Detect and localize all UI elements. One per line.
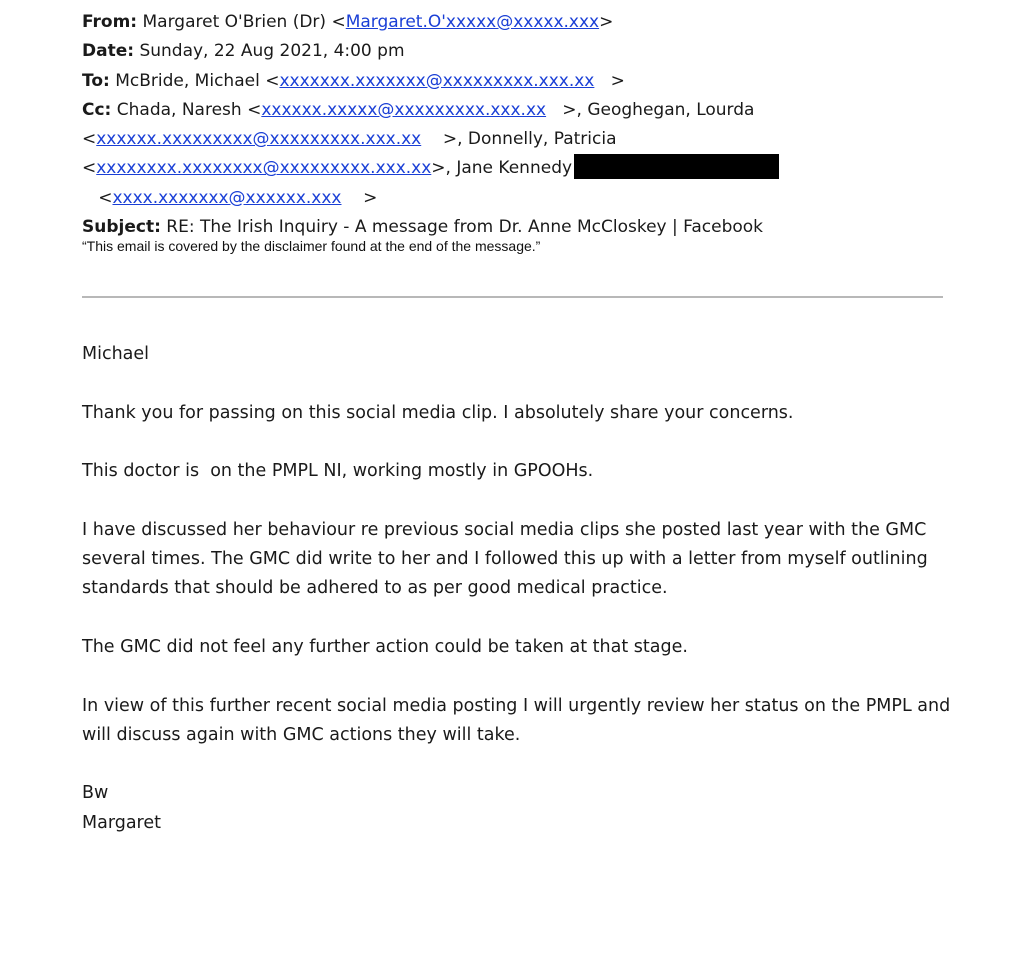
divider xyxy=(82,296,943,298)
subject-label: Subject: xyxy=(82,217,161,238)
subject-value: RE: The Irish Inquiry - A message from Dr. Anne McCloskey | Facebook xyxy=(166,217,764,238)
to-line: To: McBride, Michael <xxxxxxx.xxxxxxx@xxxxxxxxx.xxx.xx > xyxy=(82,70,625,91)
to-email-link[interactable]: xxxxxxx.xxxxxxx@xxxxxxxxx.xxx.xx xyxy=(279,70,595,91)
date-line xyxy=(82,37,952,66)
date-value: Sunday, 22 Aug 2021, 4:00 pm xyxy=(139,41,405,62)
cc-label: Cc: xyxy=(82,99,112,120)
cc-name-2: Geoghegan, Lourda xyxy=(587,99,755,120)
cc-email-link-4[interactable]: xxxx.xxxxxxx@xxxxxx.xxx xyxy=(112,187,342,208)
paragraph-2: This doctor is on the PMPL NI, working mostly in GPOOHs. xyxy=(82,461,594,482)
cc-name-4-last: Kennedy xyxy=(498,158,573,179)
from-line: From: Margaret O'Brien (Dr) <Margaret.O'xxxxx@xxxxx.xxx> xyxy=(82,12,614,32)
from-label: From: xyxy=(82,12,138,32)
cc-email-link-1[interactable]: xxxxxx.xxxxx@xxxxxxxxx.xxx.xx xyxy=(261,99,547,120)
cc-name-3: Donnelly, Patricia xyxy=(467,129,617,150)
cc-email-link-3[interactable]: xxxxxxxx.xxxxxxxx@xxxxxxxxx.xxx.xx xyxy=(96,158,432,179)
cc-name-4-first: Jane xyxy=(456,158,494,179)
cc-email-link-2[interactable]: xxxxxx.xxxxxxxxx@xxxxxxxxx.xxx.xx xyxy=(96,129,422,150)
signature: Margaret xyxy=(82,812,161,833)
email-body xyxy=(82,340,952,838)
paragraph-3: I have discussed her behaviour re previous social media clips she posted last year with the GMC several times. The GMC did write to her and I followed this up with a letter from myself outlining standards that should be adhered to as per good medical practice. xyxy=(82,519,928,599)
to-label: To: xyxy=(82,70,110,91)
greeting: Michael xyxy=(82,344,150,364)
paragraph-4: The GMC did not feel any further action could be taken at that stage. xyxy=(82,636,688,657)
disclaimer-text: “This email is covered by the disclaimer found at the end of the message.” xyxy=(82,238,541,254)
from-email-link[interactable]: Margaret.O'xxxxx@xxxxx.xxx xyxy=(345,12,600,32)
paragraph-5: In view of this further recent social media posting I will urgently review her status on the PMPL and will discuss again with GMC actions they will take. xyxy=(82,695,951,745)
cc-line: Cc: Chada, Naresh <xxxxxx.xxxxx@xxxxxxxxx.xxx.xx >, Geoghegan, Lourda <xxxxxx.xxxxxxxxx@xxxxxxxxx.xxx.xx >, Donnelly, Patricia <xxxxxxxx.xxxxxxxx@xxxxxxxxx.xxx.xx>, Jane Kennedy <xxxx.xxxxxxx@xxxxxx.xxx > xyxy=(82,96,952,213)
paragraph-1: Thank you for passing on this social media clip. I absolutely share your concerns. xyxy=(82,402,794,423)
redaction-box xyxy=(574,154,779,179)
date-label: Date: xyxy=(82,41,135,62)
from-name: Margaret O'Brien (Dr) xyxy=(142,12,327,32)
to-name: McBride, Michael xyxy=(115,70,260,91)
cc-name-1: Chada, Naresh xyxy=(116,99,242,120)
email-header xyxy=(82,8,952,242)
signoff: Bw xyxy=(82,783,109,804)
